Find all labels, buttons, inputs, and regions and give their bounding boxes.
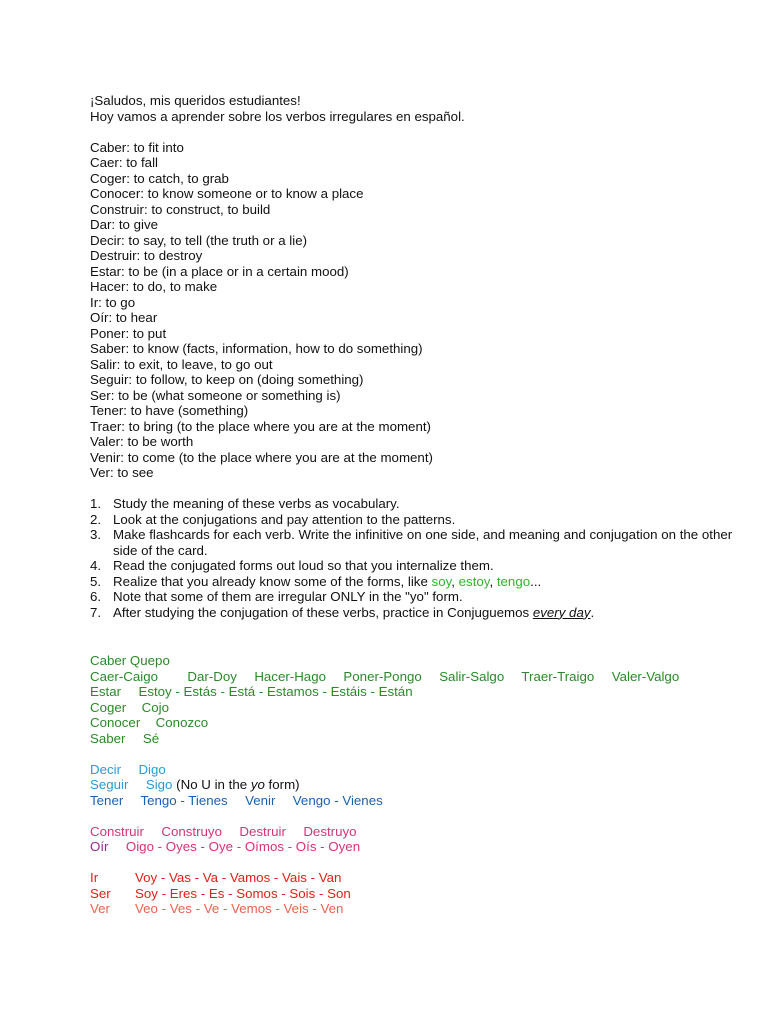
coger-line: [90, 700, 750, 716]
greeting: ¡Saludos, mis queridos estudiantes!: [90, 93, 301, 108]
example-tengo: tengo: [496, 573, 531, 589]
estar-forms: Estoy - Estás - Está - Estamos - Estáis - Están: [138, 684, 413, 699]
vocab-item: Tener: to have (something): [90, 403, 249, 418]
vocab-item: Ver: to see: [90, 465, 154, 480]
saber-line: [90, 731, 750, 747]
construir-form: Construyo: [161, 823, 222, 839]
salir-salgo: Salir-Salgo: [439, 668, 505, 684]
ir-infinitive: Ir: [90, 870, 99, 885]
step-text: [113, 605, 750, 621]
destruir-infinitive: Destruir: [239, 823, 286, 839]
step-number: 4.: [90, 558, 102, 573]
construir-infinitive: Construir: [90, 823, 144, 839]
estar-infinitive: Estar: [90, 684, 122, 699]
ellipsis: ...: [530, 573, 542, 589]
comma: ,: [451, 573, 459, 589]
conocer-form: Conozco: [155, 715, 209, 730]
seguir-note: [172, 777, 299, 792]
intro: Hoy vamos a aprender sobre los verbos irregulares en español.: [90, 108, 465, 124]
seguir-note-text: form): [264, 777, 300, 792]
seguir-note-yo: yo: [250, 777, 265, 792]
oir-line: [90, 839, 750, 855]
ser-forms: Soy - Eres - Es - Somos - Sois - Son: [135, 885, 351, 901]
seguir-infinitive: Seguir: [90, 777, 129, 792]
estar-line: [90, 684, 750, 700]
seguir-note-text: (No U in the: [172, 777, 251, 792]
destruir-form: Destruyo: [303, 823, 357, 839]
ser-line: [90, 886, 750, 902]
step-text-part: After studying the conjugation of these verbs, practice in Conjuguemos: [113, 604, 533, 620]
vocab-item: Dar: to give: [90, 217, 158, 232]
vocab-item: Poner: to put: [90, 325, 167, 341]
study-steps-list: [90, 496, 750, 620]
oir-infinitive: Oír: [90, 839, 109, 854]
seguir-form: Sigo: [145, 777, 173, 792]
step-number: 2.: [90, 511, 102, 527]
traer-traigo: Traer-Traigo: [521, 668, 595, 684]
example-estoy: estoy: [458, 573, 490, 589]
ver-forms: Veo - Ves - Ve - Vemos - Veis - Ven: [135, 901, 344, 916]
vocabulary-list: [90, 140, 750, 481]
step-number: 3.: [90, 527, 102, 542]
step-text: Read the conjugated forms out loud so that you internalize them.: [113, 558, 494, 573]
conocer-infinitive: Conocer: [90, 715, 141, 730]
step-item: [90, 574, 750, 590]
example-soy: soy: [431, 573, 452, 589]
step-item: [90, 527, 750, 558]
vocab-item: Caber: to fit into: [90, 139, 184, 155]
yo-go-line: [90, 669, 750, 685]
step-text: Make flashcards for each verb. Write the infinitive on one side, and meaning and conjugation on the other side of the card.: [113, 527, 733, 558]
vocab-item: Caer: to fall: [90, 155, 158, 170]
step-text-part: Realize that you already know some of the forms, like: [113, 573, 432, 589]
vocab-item: Valer: to be worth: [90, 434, 194, 449]
comma: ,: [489, 573, 497, 589]
step-item: [90, 605, 750, 621]
hacer-hago: Hacer-Hago: [254, 668, 326, 684]
step-item: [90, 589, 750, 605]
construir-destruir-line: [90, 824, 750, 840]
ir-forms: Voy - Vas - Va - Vamos - Vais - Van: [135, 870, 342, 885]
vocab-item: Conocer: to know someone or to know a place: [90, 186, 364, 201]
vocab-item: Destruir: to destroy: [90, 248, 203, 263]
vocab-item: Seguir: to follow, to keep on (doing something): [90, 372, 364, 387]
venir-forms: Vengo - Vienes: [292, 792, 383, 808]
tener-venir-line: [90, 793, 750, 809]
decir-infinitive: Decir: [90, 761, 122, 777]
seguir-line: [90, 777, 750, 793]
document-body: [90, 93, 750, 620]
ser-infinitive: Ser: [90, 885, 111, 901]
saber-infinitive: Saber: [90, 730, 126, 746]
caer-caigo: Caer-Caigo: [90, 668, 158, 684]
tener-forms: Tengo - Tienes: [140, 792, 228, 808]
caber-line: Caber Quepo: [90, 653, 170, 668]
every-day-emphasis: every day: [532, 604, 591, 620]
vocab-item: Ser: to be (what someone or something is): [90, 387, 341, 403]
ir-line: [90, 870, 750, 886]
vocab-item: Construir: to construct, to build: [90, 201, 271, 217]
poner-pongo: Poner-Pongo: [343, 668, 422, 684]
vocab-item: Estar: to be (in a place or in a certain mood): [90, 263, 349, 279]
coger-form: Cojo: [141, 699, 169, 715]
step-number: 6.: [90, 589, 102, 604]
step-number: 1.: [90, 496, 102, 511]
saber-form: Sé: [142, 730, 160, 746]
decir-form: Digo: [138, 761, 166, 777]
step-text: [113, 574, 750, 590]
valer-valgo: Valer-Valgo: [611, 668, 680, 684]
vocab-item: Decir: to say, to tell (the truth or a lie): [90, 232, 308, 248]
ver-infinitive: Ver: [90, 901, 110, 916]
oir-forms: Oigo - Oyes - Oye - Oímos - Oís - Oyen: [125, 839, 361, 854]
step-item: [90, 558, 750, 574]
step-text: Note that some of them are irregular ONLY in the "yo" form.: [113, 589, 463, 604]
period: .: [590, 604, 595, 620]
conocer-line: [90, 715, 750, 731]
dar-doy: Dar-Doy: [187, 668, 237, 684]
step-number: 7.: [90, 604, 102, 620]
coger-infinitive: Coger: [90, 699, 127, 715]
vocab-item: Traer: to bring (to the place where you are at the moment): [90, 418, 431, 434]
vocab-item: Ir: to go: [90, 294, 136, 310]
vocab-item: Saber: to know (facts, information, how to do something): [90, 341, 423, 356]
tener-infinitive: Tener: [90, 792, 124, 808]
step-text: Look at the conjugations and pay attention to the patterns.: [113, 511, 456, 527]
step-number: 5.: [90, 573, 102, 589]
vocab-item: Oír: to hear: [90, 310, 158, 325]
venir-infinitive: Venir: [245, 792, 276, 808]
vocab-item: Salir: to exit, to leave, to go out: [90, 356, 273, 372]
ver-line: [90, 901, 750, 917]
vocab-item: Coger: to catch, to grab: [90, 170, 229, 186]
step-item: [90, 496, 750, 512]
step-text: Study the meaning of these verbs as vocabulary.: [113, 496, 400, 511]
vocab-item: Hacer: to do, to make: [90, 279, 218, 294]
step-item: [90, 512, 750, 528]
conjugation-section: [90, 653, 750, 917]
vocab-item: Venir: to come (to the place where you are at the moment): [90, 449, 433, 465]
decir-line: [90, 762, 750, 778]
